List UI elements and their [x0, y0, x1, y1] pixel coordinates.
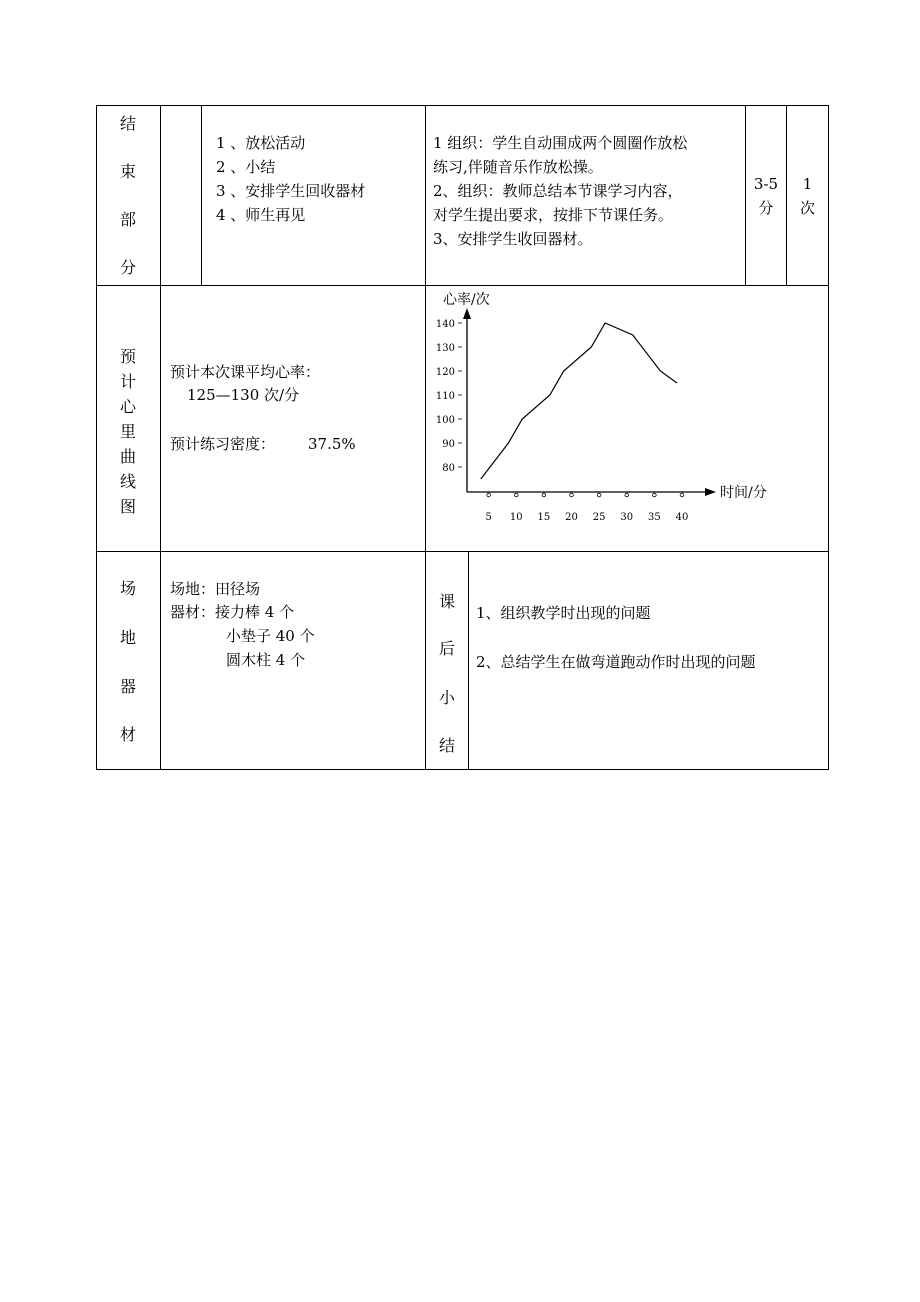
y-tick-label: 130: [435, 343, 455, 354]
activity-item: 3 、安排学生回收器材: [216, 182, 366, 200]
label-char: 束: [119, 162, 136, 181]
x-axis-arrow: [705, 488, 716, 496]
y-tick-label: 90: [442, 439, 455, 450]
x-tick-marker: [542, 493, 546, 497]
label-char: 结: [119, 114, 136, 133]
x-tick-label: 40: [675, 512, 689, 523]
table-border-bottom: [96, 769, 829, 770]
count-unit: 次: [799, 199, 815, 217]
avg-heart-rate-value: 125—130 次/分: [187, 386, 300, 404]
x-tick-label: 10: [509, 512, 523, 523]
x-tick-marker: [487, 493, 491, 497]
x-tick-label: 5: [485, 512, 492, 523]
density-value: 37.5%: [308, 435, 356, 453]
x-tick-label: 25: [592, 512, 606, 523]
label-char: 后: [438, 639, 455, 658]
x-tick-label: 15: [537, 512, 551, 523]
equipment-line: 小垫子 40 个: [226, 627, 315, 645]
x-axis-label: 时间/分: [720, 485, 767, 501]
y-tick-label: 100: [435, 415, 455, 426]
x-tick-marker: [653, 493, 657, 497]
organization-line: 1 组织：学生自动围成两个圆圈作放松: [433, 134, 688, 152]
label-char: 器: [119, 677, 136, 696]
activity-item: 2 、小结: [216, 158, 276, 176]
label-char: 材: [119, 725, 136, 744]
heart-rate-line: [481, 323, 677, 479]
y-tick-label: 120: [435, 367, 455, 378]
y-tick-label: 110: [435, 391, 455, 402]
label-char: 结: [438, 736, 455, 755]
summary-item: 2、总结学生在做弯道跑动作时出现的问题: [476, 653, 756, 671]
activity-item: 1 、放松活动: [216, 134, 306, 152]
x-tick-marker: [597, 493, 601, 497]
y-axis-label: 心率/次: [443, 292, 490, 308]
y-tick-label: 80: [442, 463, 455, 474]
x-tick-marker: [570, 493, 574, 497]
time-unit: 分: [758, 199, 774, 217]
label-char: 分: [119, 258, 136, 277]
x-tick-label: 35: [648, 512, 661, 523]
label-char: 曲: [119, 447, 136, 466]
density-label: 预计练习密度：: [170, 435, 276, 453]
col-divider: [160, 105, 161, 770]
label-char: 部: [119, 210, 136, 229]
col-divider: [468, 551, 469, 769]
label-char: 小: [438, 688, 455, 707]
label-char: 图: [119, 497, 136, 516]
x-tick-label: 20: [565, 512, 578, 523]
label-char: 课: [438, 592, 455, 611]
organization-line: 练习,伴随音乐作放松操。: [433, 158, 603, 176]
label-char: 预: [119, 347, 136, 366]
x-tick-marker: [625, 493, 629, 497]
table-border-top: [96, 105, 829, 106]
activity-item: 4 、师生再见: [216, 206, 306, 224]
table-border-left: [96, 105, 97, 770]
equipment-line: 器材：接力棒 4 个: [170, 603, 295, 621]
label-char: 场: [119, 579, 136, 598]
row-divider: [96, 551, 829, 552]
venue-line: 场地：田径场: [170, 580, 261, 598]
y-tick-label: 140: [435, 319, 455, 330]
time-value: 3-5: [753, 175, 779, 193]
heart-rate-chart: [426, 286, 826, 550]
avg-heart-rate-label: 预计本次课平均心率：: [170, 363, 321, 381]
count-value: 1: [802, 175, 813, 193]
label-char: 里: [119, 422, 136, 441]
label-char: 线: [119, 472, 136, 491]
table-border-right: [828, 105, 829, 770]
equipment-line: 圆木柱 4 个: [226, 651, 306, 669]
summary-item: 1、组织教学时出现的问题: [476, 604, 651, 622]
organization-line: 3、安排学生收回器材。: [433, 230, 593, 248]
y-axis-arrow: [463, 308, 471, 319]
label-char: 地: [119, 628, 136, 647]
x-tick-marker: [514, 493, 518, 497]
x-tick-marker: [680, 493, 684, 497]
label-char: 心: [119, 397, 136, 416]
organization-line: 对学生提出要求，按排下节课任务。: [433, 206, 674, 224]
x-tick-label: 30: [620, 512, 634, 523]
label-char: 计: [119, 372, 136, 391]
col-divider: [201, 105, 202, 285]
organization-line: 2、组织：教师总结本节课学习内容，: [433, 182, 683, 200]
